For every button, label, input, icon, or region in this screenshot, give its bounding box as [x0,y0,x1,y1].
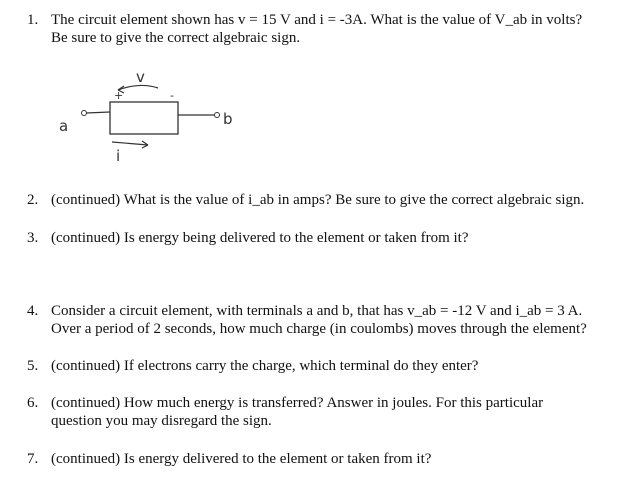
terminal-a-node [82,111,87,116]
wire-a [86,112,110,113]
element-box [110,102,178,134]
question-text-line: Be sure to give the correct algebraic sign. [51,30,301,46]
question-number: 6. [27,395,39,411]
question-text-line: question you may disregard the sign. [51,413,272,429]
terminal-a-label: a [59,117,69,135]
question-number: 1. [27,12,39,28]
question-text-line: Over a period of 2 seconds, how much charge (in coulombs) moves through the element? [51,321,587,337]
terminal-b-label: b [223,110,233,128]
terminal-b-node [215,113,220,118]
question-text-line: (continued) If electrons carry the charge, which terminal do they enter? [51,358,479,374]
question-number: 5. [27,358,39,374]
circuit-element-diagram [52,62,262,170]
current-label: i [116,147,121,165]
question-text-line: (continued) What is the value of i_ab in amps? Be sure to give the correct algebraic sign. [51,192,585,208]
plus-sign: + [114,89,124,102]
voltage-label: v [136,68,145,86]
minus-sign: - [170,89,174,102]
question-number: 7. [27,451,39,467]
current-arrow [112,142,148,145]
question-text-line: The circuit element shown has v = 15 V and i = -3A. What is the value of V_ab in volts? [51,12,583,28]
question-number: 3. [27,230,39,246]
question-text-line: (continued) Is energy being delivered to the element or taken from it? [51,230,469,246]
question-number: 2. [27,192,39,208]
question-number: 4. [27,303,39,319]
question-text-line: (continued) How much energy is transferred? Answer in joules. For this particular [51,395,544,411]
question-text-line: Consider a circuit element, with terminals a and b, that has v_ab = -12 V and i_ab = 3 A. [51,303,583,319]
question-text-line: (continued) Is energy delivered to the element or taken from it? [51,451,432,467]
